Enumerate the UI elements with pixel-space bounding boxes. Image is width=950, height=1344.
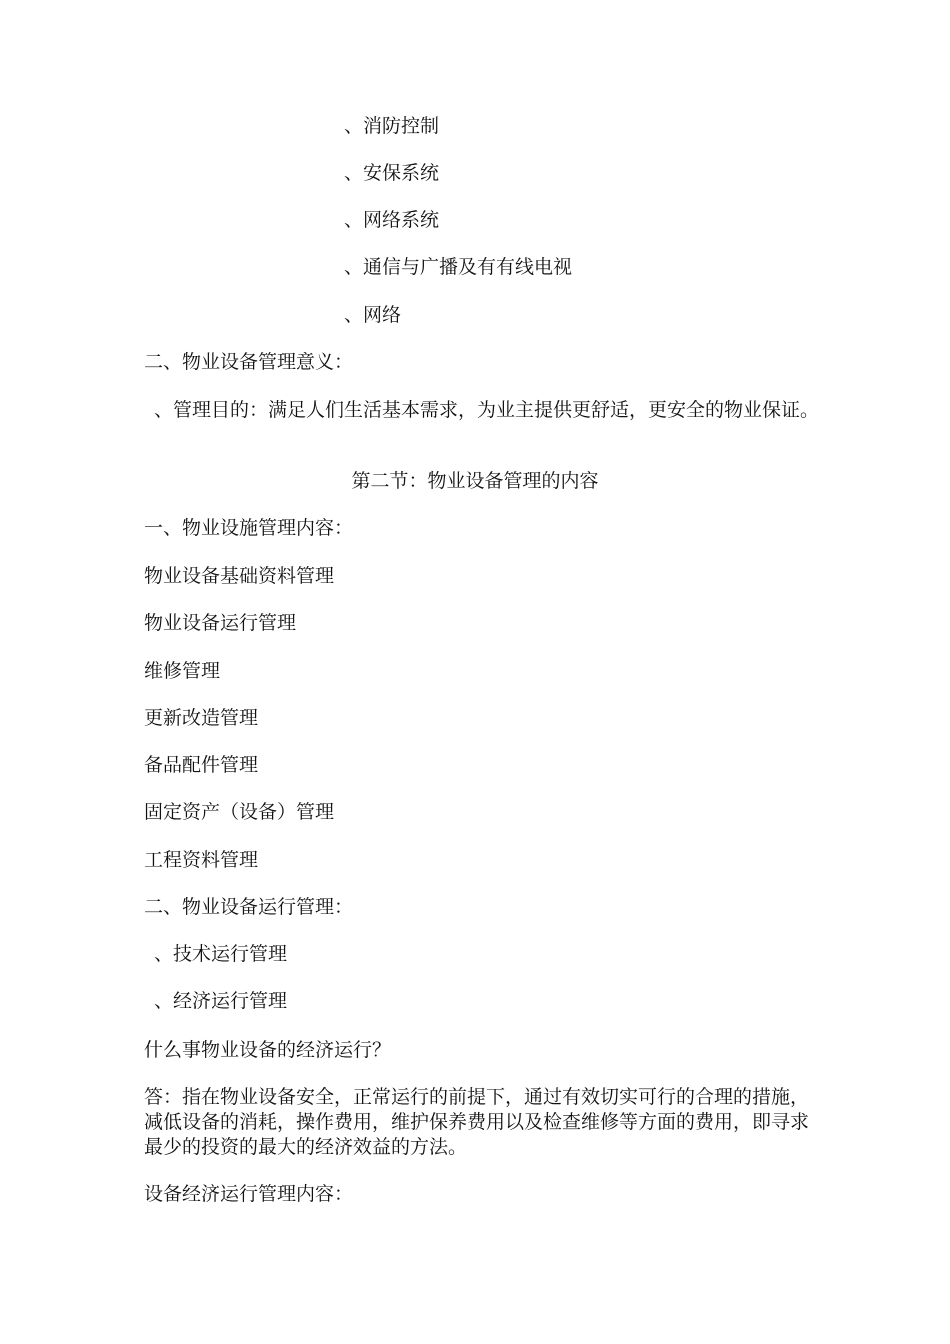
list-item-fixed-assets-management: 固定资产（设备）管理	[144, 801, 335, 823]
heading-facilities-management: 一、物业设施管理内容：	[144, 517, 354, 539]
list-item-renovation-management: 更新改造管理	[144, 707, 259, 729]
list-item-network-system: 、网络系统	[344, 209, 440, 231]
question-text: 什么事物业设备的经济运行？	[144, 1039, 392, 1061]
section-title: 第二节：物业设备管理的内容	[351, 470, 599, 492]
list-item-economic-operation: 、经济运行管理	[154, 990, 288, 1012]
list-item-technical-operation: 、技术运行管理	[154, 943, 288, 965]
heading-operation-management: 二、物业设备运行管理：	[144, 896, 354, 918]
list-item-engineering-data-management: 工程资料管理	[144, 849, 259, 871]
list-item-communication-broadcast-tv: 、通信与广播及有有线电视	[344, 256, 573, 278]
list-item-basic-data-management: 物业设备基础资料管理	[144, 565, 335, 587]
list-item-operation-management: 物业设备运行管理	[144, 612, 297, 634]
list-item-maintenance-management: 维修管理	[144, 660, 221, 682]
answer-paragraph: 答：指在物业设备安全，正常运行的前提下，通过有效切实可行的合理的措施，减低设备的消耗，操作费用，维护保养费用以及检查维修等方面的费用，即寻求最少的投资的最大的经济效益的方法。	[144, 1086, 810, 1158]
list-item-network: 、网络	[344, 304, 402, 326]
heading-management-significance: 二、物业设备管理意义：	[144, 351, 354, 373]
management-purpose-text: 、管理目的：满足人们生活基本需求，为业主提供更舒适，更安全的物业保证。	[154, 399, 820, 421]
list-item-security-system: 、安保系统	[344, 162, 440, 184]
heading-economic-operation-content: 设备经济运行管理内容：	[144, 1183, 354, 1205]
list-item-fire-control: 、消防控制	[344, 115, 440, 137]
list-item-spare-parts-management: 备品配件管理	[144, 754, 259, 776]
